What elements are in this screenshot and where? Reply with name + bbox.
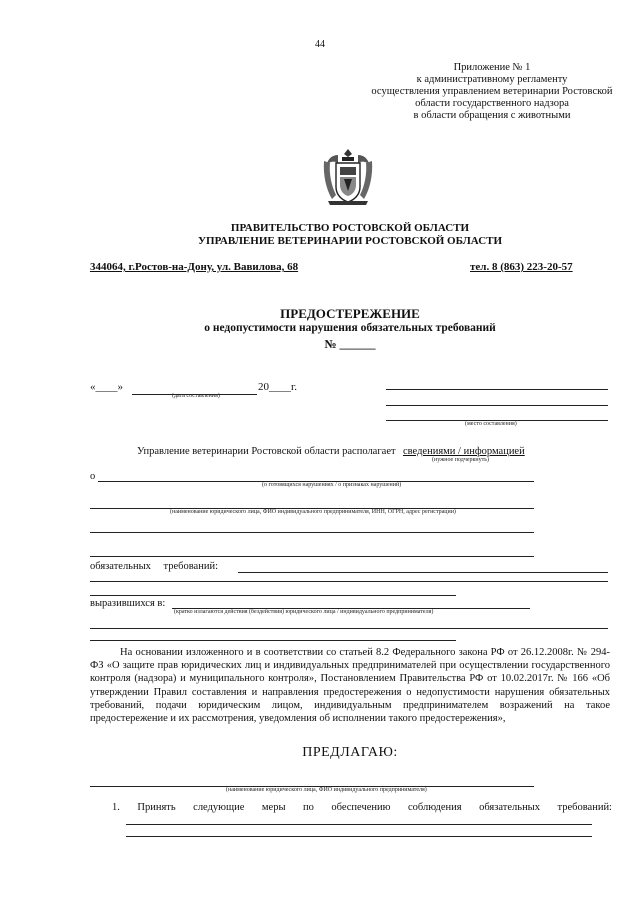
statement-info: сведениями / информацией	[403, 446, 525, 457]
warning-number: № ______	[324, 337, 376, 351]
requirements-line-1	[238, 572, 608, 573]
expressed-line-3	[90, 640, 456, 641]
about-hint-entity: (наименование юридического лица, ФИО индивидуального предпринимателя, ИНН, ОГРН, адрес регистрации)	[170, 509, 456, 515]
org-address: 344064, г.Ростов-на-Дону, ул. Вавилова, 68	[90, 261, 299, 273]
expressed-line-2	[90, 628, 608, 629]
warning-title: ПРЕДОСТЕРЕЖЕНИЕ	[280, 306, 420, 321]
item-1	[112, 802, 612, 813]
appendix-line: в области обращения с животными	[413, 110, 571, 121]
item-1-line-1	[126, 824, 592, 825]
expressed-hint: (кратко излагаются действия (бездействия) юридического лица / индивидуального предпринимателя)	[174, 609, 434, 615]
item-1-word: по	[303, 802, 314, 813]
expressed-label: выразившихся в:	[90, 598, 166, 609]
item-1-word: соблюдения	[407, 802, 462, 813]
item-1-word: меры	[261, 802, 286, 813]
item-1-word: Принять	[137, 802, 176, 813]
item-1-word: обязательных	[479, 802, 540, 813]
org-line-1: ПРАВИТЕЛЬСТВО РОСТОВСКОЙ ОБЛАСТИ	[230, 222, 470, 234]
item-1-word: обеспечению	[331, 802, 391, 813]
page-number: 44	[315, 39, 325, 50]
about-hint-violations: (о готовящихся нарушениях / о признаках нарушений)	[262, 482, 402, 488]
date-quote: «____»	[90, 381, 123, 393]
offer-hint: (наименование юридического лица, ФИО индивидуального предпринимателя)	[226, 787, 427, 793]
basis-paragraph: На основании изложенного и в соответствии со статьей 8.2 Федерального закона РФ от 26.12.2008г. № 294-ФЗ «О защите прав юридических лиц и индивидуальных предпринимателей при осуществлении государственного контроля (надзора) и муниципального контроля», Постановлением Правительства РФ от 10.02.2017г. № 166 «Об утверждении Правил составления и направления предостережения о недопустимости нарушения обязательных требований, подачи юридическим лицом, индивидуальным предпринимателем возражений на такое предостережение и их рассмотрения, уведомления об исполнении такого предостережения»,	[90, 647, 610, 725]
place-line-2	[386, 405, 608, 406]
statement-hint: (нужное подчеркнуть)	[432, 457, 489, 463]
appendix-line: осуществления управлением ветеринарии Ростовской	[371, 86, 613, 97]
place-hint: (место составления)	[465, 421, 517, 427]
appendix-header	[352, 62, 632, 122]
offer-title: ПРЕДЛАГАЮ:	[302, 745, 398, 760]
entity-line-3	[90, 556, 534, 557]
appendix-line: области государственного надзора	[415, 98, 569, 109]
statement-text: Управление ветеринарии Ростовской области располагает	[137, 446, 396, 457]
place-line-1	[386, 389, 608, 390]
requirements-line-3	[90, 595, 456, 596]
appendix-line: Приложение № 1	[453, 62, 531, 73]
about-prefix: о	[90, 471, 96, 482]
entity-line-2	[90, 532, 534, 533]
requirements-line-2	[90, 581, 608, 582]
item-1-number: 1.	[112, 802, 120, 813]
date-year: 20____г.	[258, 381, 298, 393]
coat-of-arms-icon	[318, 145, 378, 207]
item-1-line-2	[126, 836, 592, 837]
warning-subtitle: о недопустимости нарушения обязательных требований	[204, 322, 496, 334]
item-1-word: требований:	[557, 802, 612, 813]
appendix-line: к административному регламенту	[416, 74, 568, 85]
requirements-label: обязательных требований:	[90, 561, 218, 572]
date-hint: (дата составления)	[172, 393, 220, 399]
org-line-2: УПРАВЛЕНИЕ ВЕТЕРИНАРИИ РОСТОВСКОЙ ОБЛАСТИ	[197, 235, 503, 247]
org-phone: тел. 8 (863) 223-20-57	[470, 261, 573, 273]
item-1-word: следующие	[193, 802, 245, 813]
